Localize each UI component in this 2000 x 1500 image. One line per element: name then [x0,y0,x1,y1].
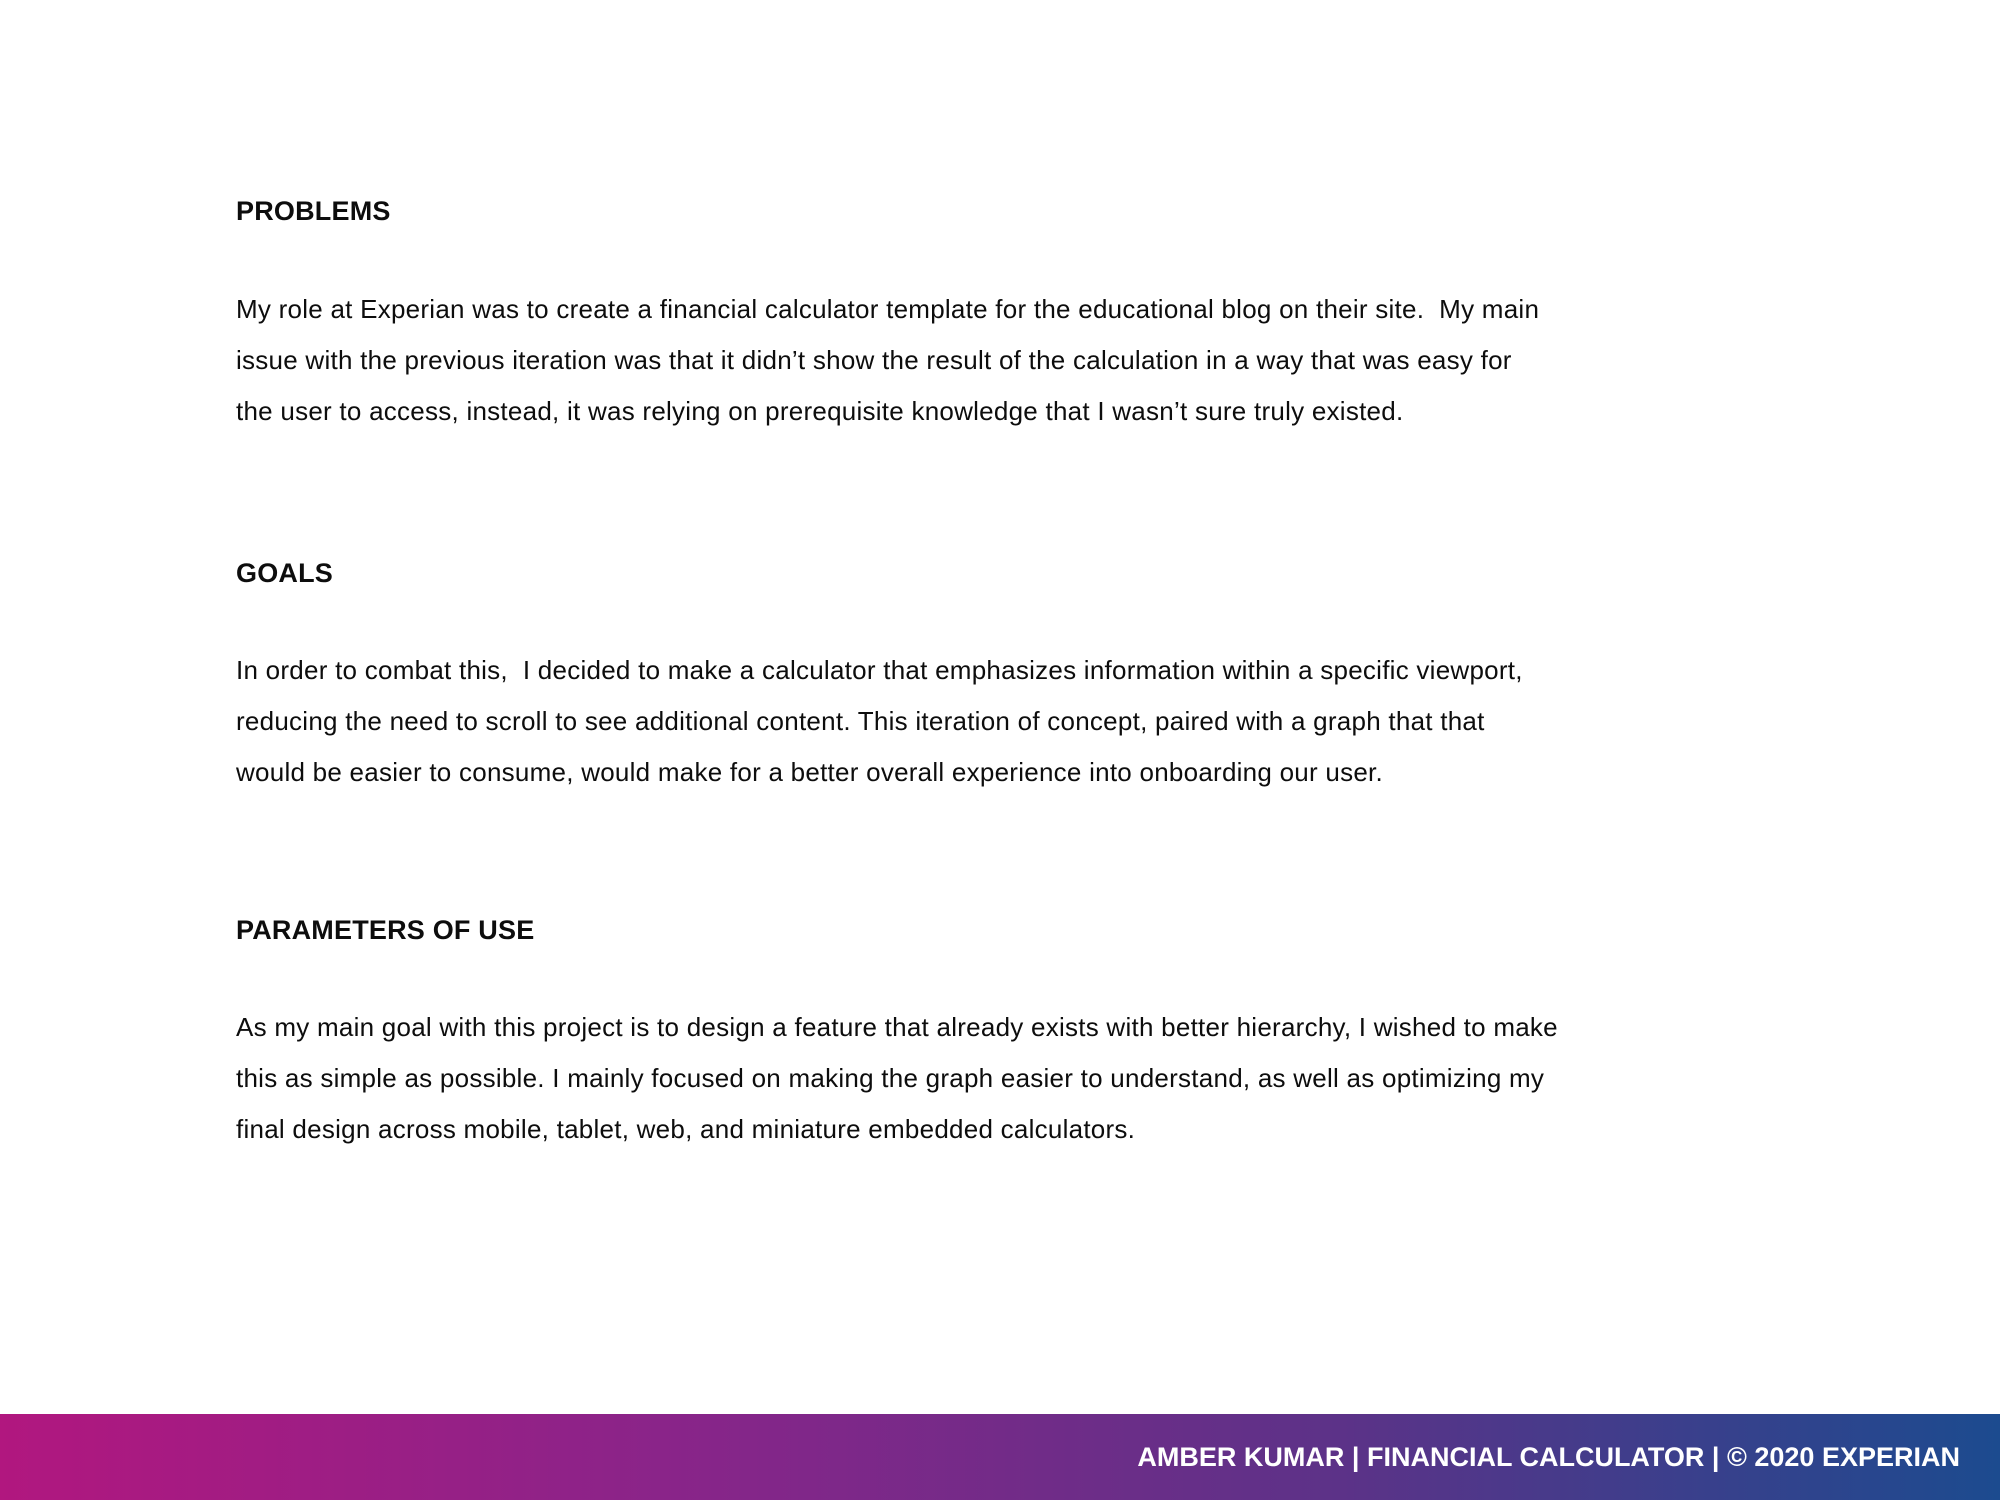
problems-line-1: My role at Experian was to create a financial calculator template for the educational blog on their site. My main [236,294,1540,324]
problems-heading: PROBLEMS [236,196,391,226]
parameters-line-2: this as simple as possible. I mainly focused on making the graph easier to understand, as well as optimizing my [236,1063,1545,1093]
goals-line-1: In order to combat this, I decided to make a calculator that emphasizes information within a specific viewport, [236,655,1523,685]
parameters-line-3: final design across mobile, tablet, web, and miniature embedded calculators. [236,1114,1136,1144]
goals-paragraph [236,645,1736,798]
problems-line-3: the user to access, instead, it was relying on prerequisite knowledge that I wasn’t sure truly existed. [236,396,1404,426]
goals-heading: GOALS [236,558,334,588]
goals-line-3: would be easier to consume, would make for a better overall experience into onboarding our user. [236,757,1383,787]
footer-credit-text: AMBER KUMAR | FINANCIAL CALCULATOR | © 2020 EXPERIAN [1137,1442,1960,1472]
parameters-paragraph [236,1002,1736,1155]
parameters-line-1: As my main goal with this project is to design a feature that already exists with better hierarchy, I wished to make [236,1012,1558,1042]
footer-bar [0,1414,2000,1500]
goals-line-2: reducing the need to scroll to see additional content. This iteration of concept, paired with a graph that that [236,706,1485,736]
parameters-heading: PARAMETERS OF USE [236,915,535,945]
problems-paragraph [236,284,1736,437]
problems-line-2: issue with the previous iteration was that it didn’t show the result of the calculation in a way that was easy for [236,345,1512,375]
